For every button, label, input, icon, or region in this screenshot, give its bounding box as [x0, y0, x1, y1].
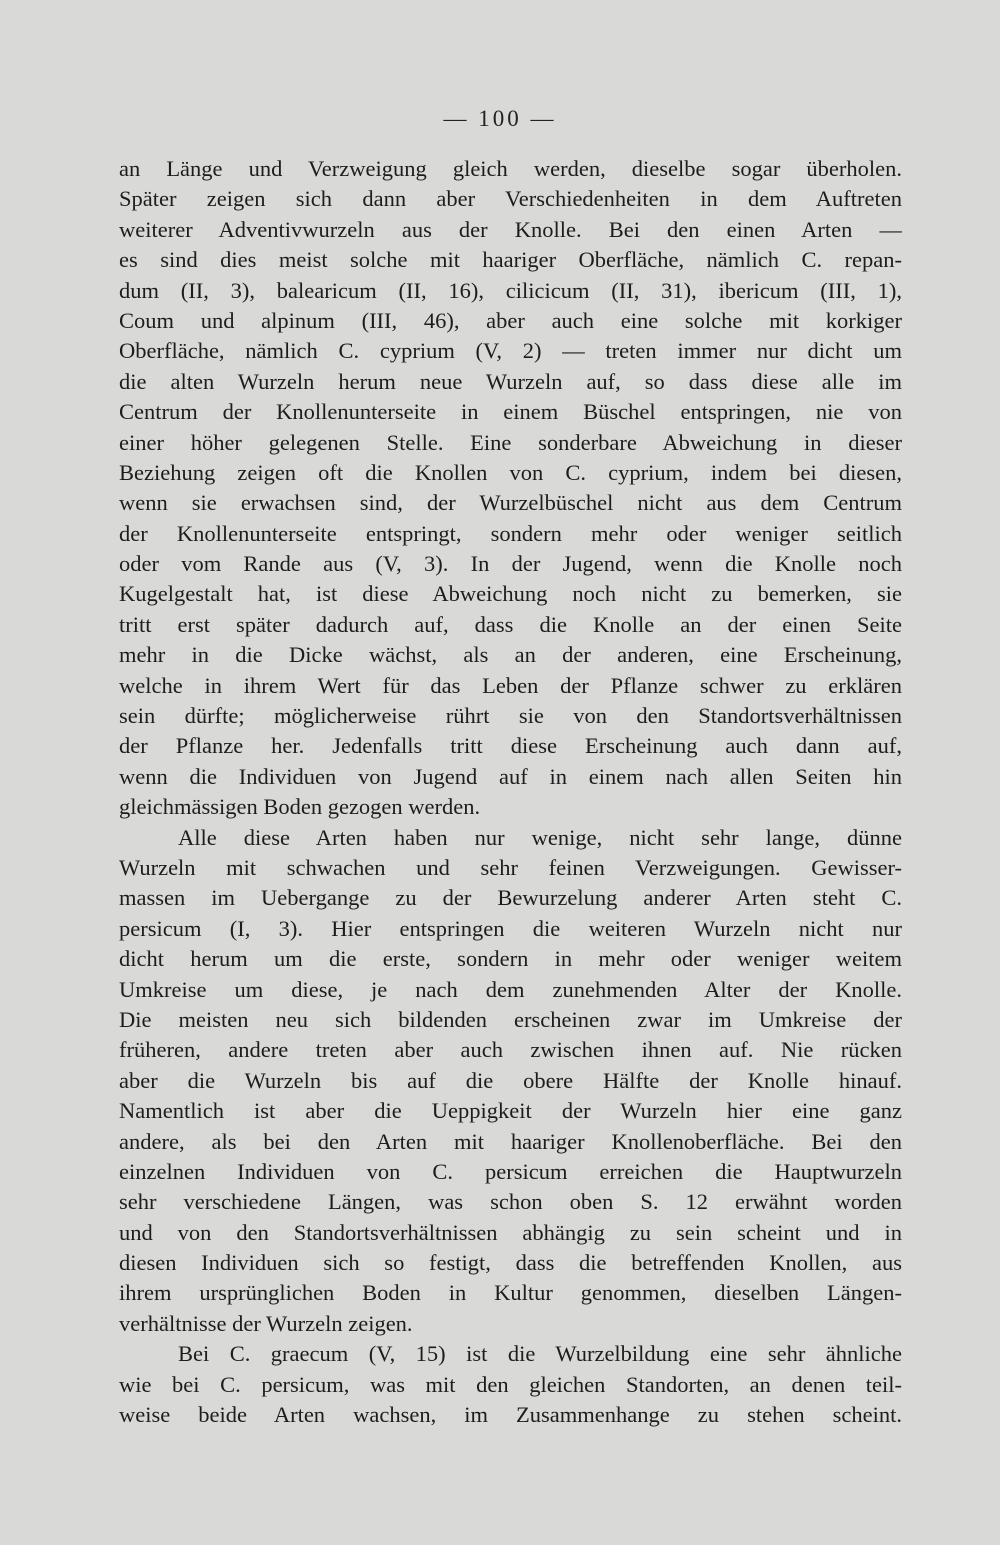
- text-line: früheren, andere treten aber auch zwischen ihnen auf. Nie rücken: [119, 1037, 902, 1063]
- text-line: andere, als bei den Arten mit haariger Knollenoberfläche. Bei den: [119, 1128, 902, 1154]
- text-line: wenn sie erwachsen sind, der Wurzelbüschel nicht aus dem Centrum: [119, 490, 902, 516]
- text-line: wie bei C. persicum, was mit den gleichen Standorten, an denen teil-: [119, 1371, 902, 1397]
- text-line: Bei C. graecum (V, 15) ist die Wurzelbildung eine sehr ähnliche: [178, 1341, 902, 1367]
- text-line: weiterer Adventivwurzeln aus der Knolle. Bei den einen Arten —: [119, 216, 902, 242]
- text-line: und von den Standortsverhältnissen abhängig zu sein scheint und in: [119, 1219, 902, 1245]
- text-line: der Knollenunterseite entspringt, sondern mehr oder weniger seitlich: [119, 520, 902, 546]
- body-text: [119, 154, 902, 1430]
- text-line: massen im Uebergange zu der Bewurzelung anderer Arten steht C.: [119, 885, 902, 911]
- text-line: ihrem ursprünglichen Boden in Kultur genommen, dieselben Längen-: [119, 1280, 902, 1306]
- text-line: sein dürfte; möglicherweise rührt sie von den Standortsverhältnissen: [119, 703, 902, 729]
- text-line: Namentlich ist aber die Ueppigkeit der Wurzeln hier eine ganz: [119, 1098, 902, 1124]
- text-line: dicht herum um die erste, sondern in mehr oder weniger weitem: [119, 946, 902, 972]
- text-line: einzelnen Individuen von C. persicum erreichen die Hauptwurzeln: [119, 1158, 902, 1184]
- text-line: gleichmässigen Boden gezogen werden.: [119, 794, 481, 820]
- text-line: welche in ihrem Wert für das Leben der Pflanze schwer zu erklären: [119, 672, 902, 698]
- text-line: Wurzeln mit schwachen und sehr feinen Verzweigungen. Gewisser-: [119, 854, 902, 880]
- text-line: diesen Individuen sich so festigt, dass die betreffenden Knollen, aus: [119, 1250, 902, 1276]
- text-line: der Pflanze her. Jedenfalls tritt diese Erscheinung auch dann auf,: [119, 733, 902, 759]
- text-line: Alle diese Arten haben nur wenige, nicht sehr lange, dünne: [178, 824, 902, 850]
- text-line: persicum (I, 3). Hier entspringen die weiteren Wurzeln nicht nur: [119, 915, 902, 941]
- text-line: tritt erst später dadurch auf, dass die Knolle an der einen Seite: [119, 611, 902, 637]
- text-line: Coum und alpinum (III, 46), aber auch eine solche mit korkiger: [119, 307, 902, 333]
- text-line: die alten Wurzeln herum neue Wurzeln auf, so dass diese alle im: [119, 368, 902, 394]
- text-line: Oberfläche, nämlich C. cyprium (V, 2) — treten immer nur dicht um: [119, 338, 902, 364]
- page-number: — 100 —: [443, 106, 557, 131]
- text-line: Umkreise um diese, je nach dem zunehmenden Alter der Knolle.: [119, 976, 902, 1002]
- text-line: es sind dies meist solche mit haariger Oberfläche, nämlich C. repan-: [119, 247, 902, 273]
- text-line: Kugelgestalt hat, ist diese Abweichung noch nicht zu bemerken, sie: [119, 581, 902, 607]
- text-line: wenn die Individuen von Jugend auf in einem nach allen Seiten hin: [119, 763, 902, 789]
- text-line: Beziehung zeigen oft die Knollen von C. cyprium, indem bei diesen,: [119, 459, 902, 485]
- text-line: verhältnisse der Wurzeln zeigen.: [119, 1310, 413, 1336]
- text-line: dum (II, 3), balearicum (II, 16), cilicicum (II, 31), ibericum (III, 1),: [119, 277, 902, 303]
- text-line: aber die Wurzeln bis auf die obere Hälfte der Knolle hinauf.: [119, 1067, 902, 1093]
- text-line: Die meisten neu sich bildenden erscheinen zwar im Umkreise der: [119, 1006, 902, 1032]
- text-line: an Länge und Verzweigung gleich werden, dieselbe sogar überholen.: [119, 156, 902, 181]
- text-line: einer höher gelegenen Stelle. Eine sonderbare Abweichung in dieser: [119, 429, 902, 455]
- text-line: Centrum der Knollenunterseite in einem Büschel entspringen, nie von: [119, 399, 902, 425]
- text-line: Später zeigen sich dann aber Verschiedenheiten in dem Auftreten: [119, 186, 902, 212]
- text-line: mehr in die Dicke wächst, als an der anderen, eine Erscheinung,: [119, 642, 902, 668]
- text-line: oder vom Rande aus (V, 3). In der Jugend, wenn die Knolle noch: [119, 551, 902, 577]
- text-line: sehr verschiedene Längen, was schon oben S. 12 erwähnt worden: [119, 1189, 902, 1215]
- text-line: weise beide Arten wachsen, im Zusammenhange zu stehen scheint.: [119, 1402, 902, 1428]
